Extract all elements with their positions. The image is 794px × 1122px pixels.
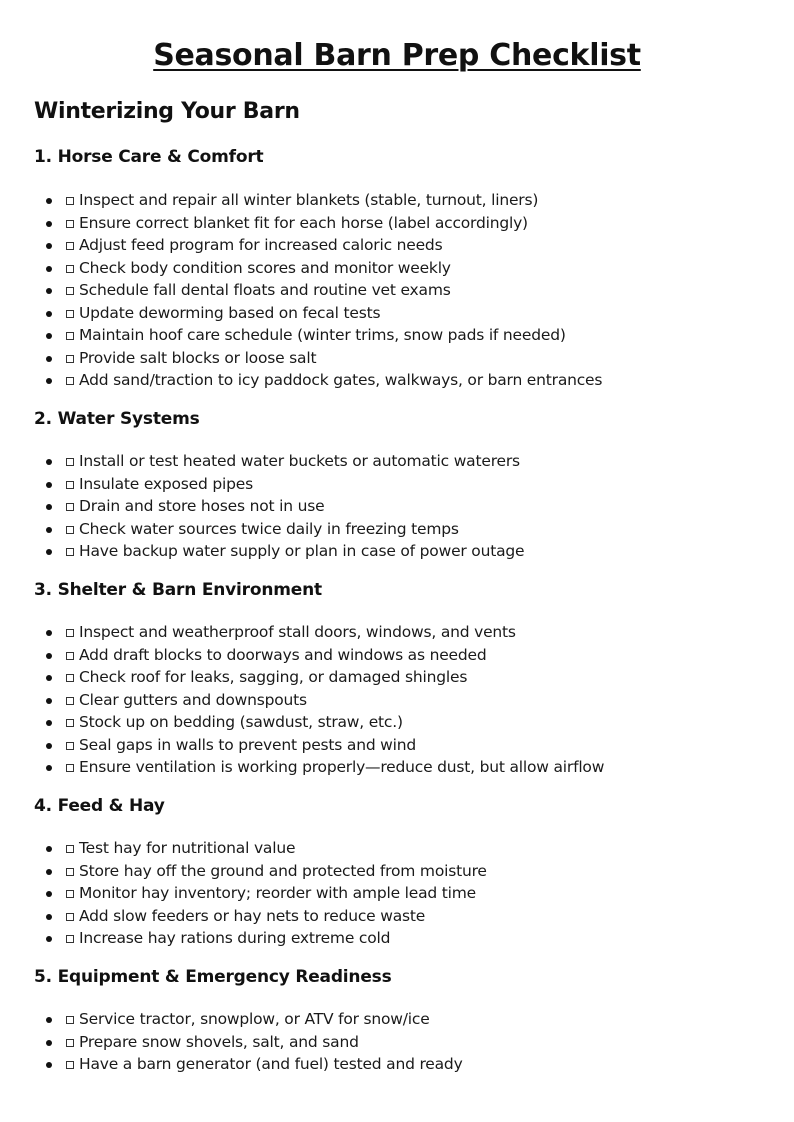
bullet-icon [46, 549, 52, 555]
checklist-item-label: Have a barn generator (and fuel) tested and ready [79, 1055, 463, 1073]
checklist-item-label: Seal gaps in walls to prevent pests and wind [79, 735, 417, 754]
checkbox-icon[interactable] [66, 629, 74, 637]
checklist-item-label: Monitor hay inventory; reorder with ample lead time [79, 884, 476, 902]
checkbox-icon[interactable] [66, 310, 74, 318]
checklist-item [40, 711, 604, 734]
section-heading: 5. Equipment & Emergency Readiness [34, 967, 392, 987]
checklist-item-label: Test hay for nutritional value [79, 839, 296, 857]
checklist-item [40, 540, 524, 563]
checklist-item [40, 302, 602, 325]
bullet-icon [46, 630, 52, 636]
bullet-icon [46, 504, 52, 510]
checkbox-icon[interactable] [66, 287, 74, 295]
checklist-item-label: Ensure correct blanket fit for each horse (label accordingly) [79, 213, 528, 232]
checklist-item [40, 905, 487, 928]
checklist-item [40, 189, 602, 212]
bullet-icon [46, 698, 52, 704]
checklist-item [40, 234, 602, 257]
section-heading: 2. Water Systems [34, 409, 200, 429]
checklist-item [40, 1031, 463, 1054]
checklist-item [40, 621, 604, 644]
checklist-item-label: Check water sources twice daily in freezing temps [79, 519, 459, 538]
checkbox-icon[interactable] [66, 652, 74, 660]
main-heading: Winterizing Your Barn [34, 99, 300, 124]
checklist-item-label: Ensure ventilation is working properly—reduce dust, but allow airflow [79, 758, 605, 776]
bullet-icon [46, 459, 52, 465]
checklist-item [40, 860, 487, 883]
checkbox-icon[interactable] [66, 220, 74, 228]
section-heading: 4. Feed & Hay [34, 796, 165, 816]
bullet-icon [46, 869, 52, 875]
checkbox-icon[interactable] [66, 719, 74, 727]
checklist-item [40, 1008, 463, 1031]
checklist-item [40, 347, 602, 370]
document-title: Seasonal Barn Prep Checklist [153, 38, 641, 73]
checklist [40, 1008, 463, 1076]
checklist [40, 621, 604, 779]
checklist-item-label: Add slow feeders or hay nets to reduce waste [79, 906, 426, 925]
checkbox-icon[interactable] [66, 265, 74, 273]
checklist-item-label: Inspect and weatherproof stall doors, windows, and vents [79, 623, 516, 641]
bullet-icon [46, 311, 52, 317]
checkbox-icon[interactable] [66, 355, 74, 363]
checklist [40, 189, 602, 392]
bullet-icon [46, 743, 52, 749]
checklist-item-label: Increase hay rations during extreme cold [79, 929, 391, 947]
checkbox-icon[interactable] [66, 481, 74, 489]
checklist-item-label: Stock up on bedding (sawdust, straw, etc.) [79, 713, 403, 731]
checklist-item-label: Adjust feed program for increased caloric needs [79, 236, 443, 254]
checkbox-icon[interactable] [66, 764, 74, 772]
bullet-icon [46, 243, 52, 249]
checklist-item-label: Schedule fall dental floats and routine vet exams [79, 281, 451, 299]
checkbox-icon[interactable] [66, 890, 74, 898]
checklist-item-label: Insulate exposed pipes [79, 474, 253, 493]
checklist-item [40, 882, 487, 905]
checklist-item-label: Update deworming based on fecal tests [79, 303, 381, 322]
checkbox-icon[interactable] [66, 503, 74, 511]
checklist-item [40, 756, 604, 779]
checkbox-icon[interactable] [66, 377, 74, 385]
bullet-icon [46, 288, 52, 294]
checklist-item-label: Clear gutters and downspouts [79, 690, 307, 709]
checklist [40, 450, 524, 563]
checkbox-icon[interactable] [66, 697, 74, 705]
bullet-icon [46, 333, 52, 339]
checklist-item [40, 1053, 463, 1076]
bullet-icon [46, 720, 52, 726]
bullet-icon [46, 846, 52, 852]
bullet-icon [46, 198, 52, 204]
bullet-icon [46, 527, 52, 533]
checklist-item-label: Install or test heated water buckets or automatic waterers [79, 452, 520, 470]
checklist-item [40, 666, 604, 689]
bullet-icon [46, 765, 52, 771]
checkbox-icon[interactable] [66, 458, 74, 466]
checklist-item-label: Check roof for leaks, sagging, or damaged shingles [79, 668, 468, 686]
bullet-icon [46, 1040, 52, 1046]
checkbox-icon[interactable] [66, 548, 74, 556]
section-heading: 3. Shelter & Barn Environment [34, 580, 322, 600]
bullet-icon [46, 891, 52, 897]
checkbox-icon[interactable] [66, 935, 74, 943]
checklist-item [40, 212, 602, 235]
checklist [40, 837, 487, 950]
checkbox-icon[interactable] [66, 197, 74, 205]
checklist-item [40, 837, 487, 860]
bullet-icon [46, 653, 52, 659]
bullet-icon [46, 675, 52, 681]
checkbox-icon[interactable] [66, 1061, 74, 1069]
checklist-item-label: Maintain hoof care schedule (winter trims, snow pads if needed) [79, 326, 566, 344]
checklist-item-label: Provide salt blocks or loose salt [79, 348, 317, 367]
checkbox-icon[interactable] [66, 1039, 74, 1047]
checklist-item [40, 257, 602, 280]
checklist-item [40, 518, 524, 541]
bullet-icon [46, 221, 52, 227]
checklist-item [40, 324, 602, 347]
checklist-item [40, 450, 524, 473]
bullet-icon [46, 1062, 52, 1068]
checklist-item [40, 279, 602, 302]
checklist-item [40, 734, 604, 757]
bullet-icon [46, 1017, 52, 1023]
checklist-item [40, 369, 602, 392]
checklist-item [40, 495, 524, 518]
checklist-item [40, 927, 487, 950]
checkbox-icon[interactable] [66, 845, 74, 853]
bullet-icon [46, 266, 52, 272]
checkbox-icon[interactable] [66, 868, 74, 876]
checklist-item-label: Drain and store hoses not in use [79, 497, 325, 515]
checklist-item-label: Add sand/traction to icy paddock gates, walkways, or barn entrances [79, 371, 603, 389]
checkbox-icon[interactable] [66, 674, 74, 682]
checkbox-icon[interactable] [66, 526, 74, 534]
checklist-item [40, 473, 524, 496]
checkbox-icon[interactable] [66, 913, 74, 921]
checklist-item [40, 644, 604, 667]
checklist-item-label: Service tractor, snowplow, or ATV for snow/ice [79, 1010, 430, 1028]
bullet-icon [46, 356, 52, 362]
checklist-item-label: Prepare snow shovels, salt, and sand [79, 1032, 359, 1051]
checkbox-icon[interactable] [66, 742, 74, 750]
bullet-icon [46, 914, 52, 920]
checklist-item-label: Store hay off the ground and protected from moisture [79, 861, 487, 880]
checklist-item [40, 689, 604, 712]
checklist-item-label: Have backup water supply or plan in case of power outage [79, 542, 525, 560]
section-heading: 1. Horse Care & Comfort [34, 147, 264, 167]
checklist-item-label: Add draft blocks to doorways and windows as needed [79, 645, 487, 664]
bullet-icon [46, 378, 52, 384]
checklist-item-label: Check body condition scores and monitor weekly [79, 258, 451, 277]
checkbox-icon[interactable] [66, 1016, 74, 1024]
checkbox-icon[interactable] [66, 242, 74, 250]
bullet-icon [46, 936, 52, 942]
checkbox-icon[interactable] [66, 332, 74, 340]
checklist-item-label: Inspect and repair all winter blankets (stable, turnout, liners) [79, 191, 539, 209]
bullet-icon [46, 482, 52, 488]
